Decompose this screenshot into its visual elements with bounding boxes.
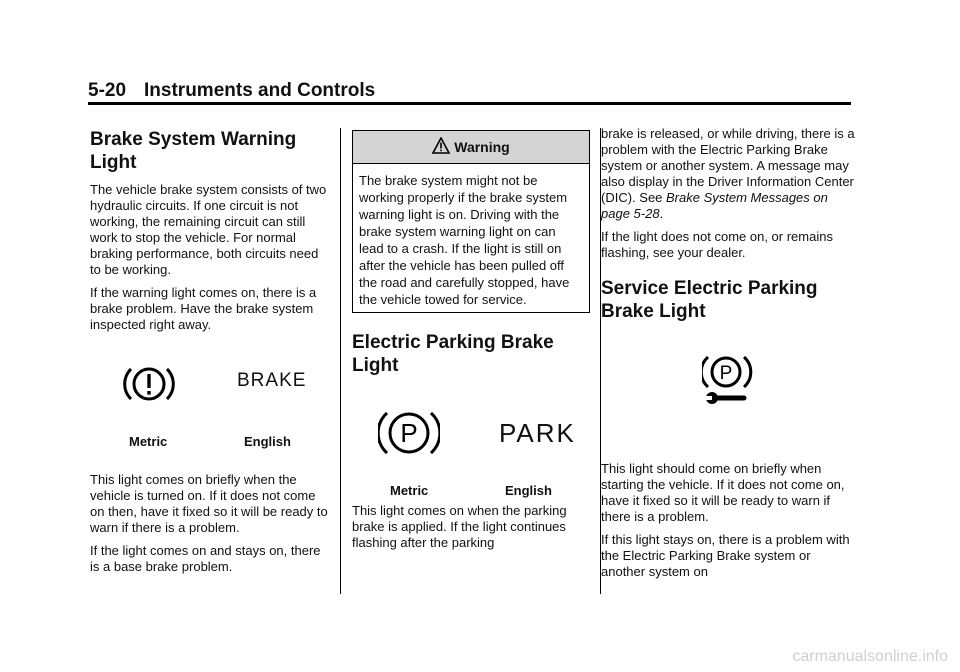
service-parking-heading: Service Electric Parking Brake Light [601,278,818,322]
paragraph: This light should come on briefly when starting the vehicle. If it does not come on, have it fixed so it will be ready to warn if there is a problem. [601,461,845,524]
paragraph: The vehicle brake system consists of two hydraulic circuits. If one circuit is not working, the remaining circuit can still work to stop the vehicle. For normal braking performance, both circuits need to be working. [90,182,327,277]
section-title: Instruments and Controls [144,80,376,101]
paragraph: brake is released, or while driving, there is a problem with the Electric Parking Brake system or another system. A message may also display in the Driver Information Center (DIC). See Brake System Messages on page 5-28. [601,126,855,221]
park-icon-letter: P [400,418,418,448]
park-english-label: PARK [499,418,576,448]
header-rule [88,102,851,105]
paragraph: This light comes on briefly when the vehicle is turned on. If it does not come on then, have it fixed so it will be ready to warn if there is a problem. [90,472,328,535]
cross-reference: Brake System Messages on page 5-28 [601,190,828,221]
paragraph: If this light stays on, there is a problem with the Electric Parking Brake system or another system on [601,532,850,579]
caption-metric: Metric [129,434,168,449]
park-brake-icon [378,405,440,461]
brake-system-heading: Brake System Warning Light [90,129,297,173]
warning-box [352,130,590,313]
warning-title: Warning [454,139,510,155]
caption-english: English [505,483,552,498]
warning-text: The brake system might not be working properly if the brake system warning light is on. Driving with the brake system warning light on can lead to a crash. If the light is still on after the vehicle has been pulled off the road and carefully stopped, have the vehicle towed for service. [359,173,570,307]
service-icon-area [601,331,855,461]
park-icons [352,385,592,503]
parking-brake-heading: Electric Parking Brake Light [352,332,554,376]
service-brake-icon [702,352,754,410]
paragraph: If the light comes on and stays on, there is a base brake problem. [90,543,321,574]
caption-metric: Metric [390,483,429,498]
paragraph: If the light does not come on, or remains flashing, see your dealer. [601,229,833,260]
watermark: carmanualsonline.info [792,648,948,665]
brake-warning-icon [121,361,177,407]
brake-icons [90,340,330,472]
column-brake-system [90,128,330,582]
warning-header [353,131,589,164]
paragraph: This light comes on when the parking brake is applied. If the light continues flashing after the parking [352,503,567,550]
warning-icon [432,137,450,154]
column-divider-1 [340,128,341,594]
page-header [88,80,375,102]
column-service-parking [601,126,855,587]
brake-english-label: BRAKE [237,370,307,391]
service-icon-letter: P [719,363,733,384]
page-number: 5-20 [88,80,127,101]
paragraph: If the warning light comes on, there is a brake problem. Have the brake system inspected right away. [90,285,317,332]
caption-english: English [244,434,291,449]
column-parking-brake [352,130,592,558]
